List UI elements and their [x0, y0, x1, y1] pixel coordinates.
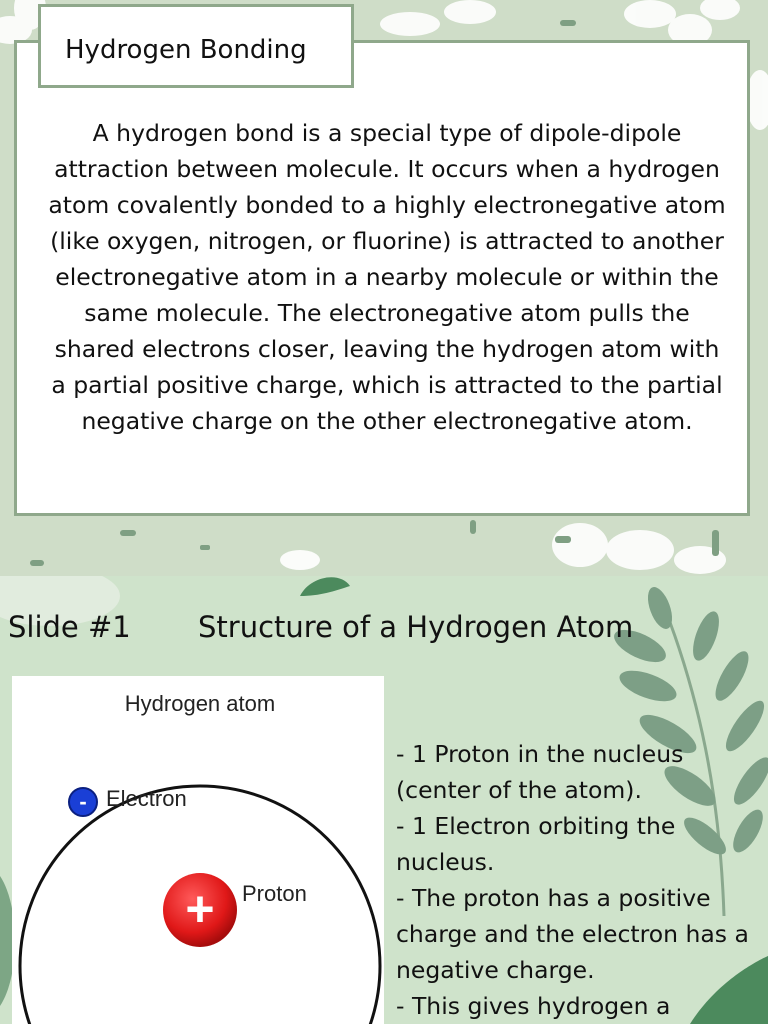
list-item: charge and the electron has a	[396, 920, 749, 948]
list-item: - The proton has a positive	[396, 884, 711, 912]
list-item: - 1 Proton in the nucleus	[396, 740, 684, 768]
diagram-heading: Hydrogen atom	[124, 691, 276, 716]
proton-symbol: +	[185, 881, 215, 937]
list-item: (center of the atom).	[396, 776, 642, 804]
page-title: Hydrogen Bonding	[65, 35, 307, 65]
list-item: - This gives hydrogen a	[396, 992, 671, 1020]
list-item: - 1 Electron orbiting the	[396, 812, 676, 840]
hydrogen-atom-slide	[0, 576, 768, 1024]
hydrogen-atom-illustration	[12, 676, 384, 1024]
list-item: negative charge.	[396, 956, 595, 984]
hydrogen-bond-definition: A hydrogen bond is a special type of dipole-dipole attraction between molecule. It occurs when a hydrogen atom covalently bonded to a highly electronegative atom (like oxygen, nitrogen, or fluorine) is attracted to another electronegative atom in a nearby molecule or within the same molecule. The electronegative atom pulls the shared electrons closer, leaving the hydrogen atom with a partial positive charge, which is attracted to the partial negative charge on the other electronegative atom.	[48, 119, 726, 435]
hydrogen-atom-diagram	[12, 676, 384, 1024]
list-item: nucleus.	[396, 848, 495, 876]
slide-title: Structure of a Hydrogen Atom	[198, 610, 634, 644]
slide-number: Slide #1	[8, 610, 131, 644]
title-tab	[38, 4, 354, 88]
electron-label: Electron	[106, 786, 187, 811]
electron-symbol: -	[79, 789, 87, 814]
proton-label: Proton	[242, 881, 307, 906]
atom-facts-list	[396, 736, 756, 1024]
content-card	[14, 40, 750, 516]
